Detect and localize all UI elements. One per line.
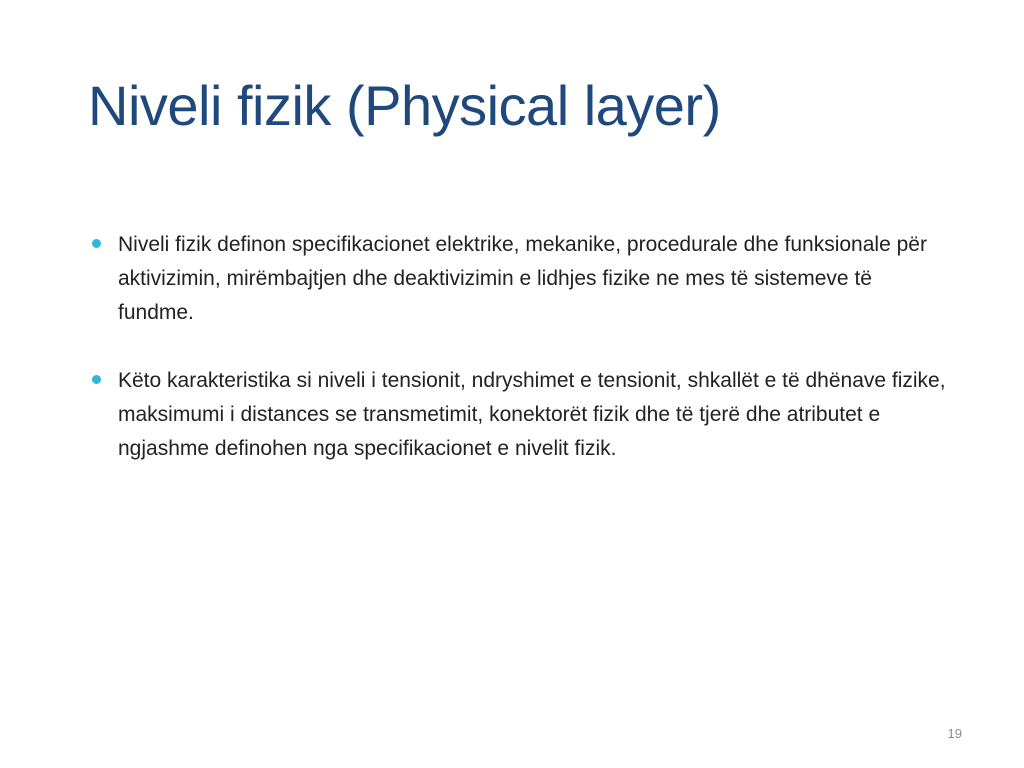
page-number: 19 bbox=[947, 726, 962, 741]
bullet-text: Niveli fizik definon specifikacionet elektrike, mekanike, procedurale dhe funksionale për aktivizimin, mirëmbajtjen dhe deaktivizimin e lidhjes fizike ne mes të sistemeve të fundme. bbox=[118, 233, 927, 324]
bullet-list bbox=[88, 228, 948, 500]
bullet-item bbox=[88, 228, 948, 330]
bullet-text: Këto karakteristika si niveli i tensionit, ndryshimet e tensionit, shkallët e të dhënave fizike, maksimumi i distances se transmetimit, konektorët fizik dhe të tjerë dhe atributet e ngjashme definohen nga specifikacionet e nivelit fizik. bbox=[118, 369, 946, 460]
slide-title: Niveli fizik (Physical layer) bbox=[88, 74, 721, 137]
bullet-item bbox=[88, 364, 948, 466]
bullet-dot-icon bbox=[92, 375, 101, 384]
bullet-dot-icon bbox=[92, 239, 101, 248]
